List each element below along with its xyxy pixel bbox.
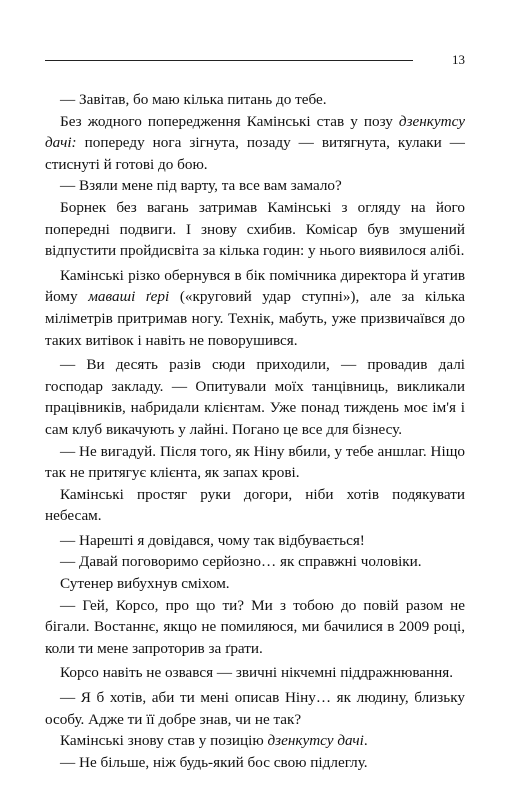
text-run: Камінські різко обернувся в бік помічника директора й угатив йому [45, 266, 465, 306]
paragraph [45, 197, 465, 262]
header-rule [45, 60, 413, 61]
paragraph [45, 441, 465, 484]
paragraph [45, 662, 465, 684]
text-run: — Давай поговоримо серйозно… як справжні чоловіки. [60, 553, 422, 571]
text-run: — Гей, Корсо, про що ти? Ми з тобою до повій разом не бігали. Востаннє, якщо не помиляюся, ми бачилися в 2009 році, коли ти мене запроторив за ґрати. [45, 596, 465, 657]
text-run: Камінські знову став у позицію [60, 732, 268, 750]
text-run: — Ви десять разів сюди приходили, — провадив далі господар закладу. — Опитували моїх танцівниць, викликали працівників, набридали клієнтам. Уже понад тиждень моє ім'я і сам клуб викачують у лайні. Погано це все для бізнесу. [45, 356, 465, 438]
text-run: — Завітав, бо маю кілька питань до тебе. [60, 91, 327, 108]
text-run: — Взяли мене під варту, та все вам замало? [60, 177, 342, 195]
paragraph [45, 687, 465, 730]
paragraph [45, 595, 465, 660]
page-header [45, 53, 465, 67]
paragraph [45, 265, 465, 351]
paragraph [45, 111, 465, 176]
italic-term: дзенкутсу дачі: [45, 112, 465, 152]
text-run: Корсо навіть не озвався — звичні нікчемні піддражнювання. [60, 664, 454, 682]
page-number: 13 [452, 52, 465, 67]
text-run: — Не більше, ніж будь-який бос свою підлеглу. [60, 753, 368, 771]
text-run: Борнек без вагань затримав Камінські з огляду на його попередні подвиги. І знову схибив. Комісар був змушений відпустити пройдисвіта за кілька годин: у нього виявилося алібі. [45, 198, 465, 260]
text-run: Сутенер вибухнув сміхом. [60, 575, 230, 593]
italic-term: дзенкутсу дачі [267, 732, 364, 750]
paragraph [45, 354, 465, 440]
paragraph [45, 484, 465, 527]
paragraph [45, 730, 465, 752]
italic-term: маваші ґері [88, 288, 170, 306]
paragraph [45, 175, 465, 197]
text-run: — Нарешті я довідався, чому так відбувається! [60, 531, 365, 549]
paragraph [45, 551, 465, 573]
text-run: попереду нога зігнута, позаду — витягнута, кулаки — стиснуті й готові до бою. [45, 134, 465, 173]
paragraph [45, 752, 465, 774]
text-run: — Я б хотів, аби ти мені описав Ніну… як людину, близьку особу. Адже ти її добре знав, чи не так? [45, 689, 465, 728]
paragraph [45, 530, 465, 552]
body-text [45, 89, 465, 773]
text-run: — Не вигадуй. Після того, як Ніну вбили, у тебе аншлаг. Ніщо так не притягує клієнта, як запах крові. [45, 442, 465, 482]
paragraph [45, 573, 465, 595]
text-run: Камінські простяг руки догори, ніби хотів подякувати небесам. [45, 485, 465, 525]
paragraph [45, 89, 465, 111]
text-run: («круговий удар ступні»), але за кілька міліметрів притримав ногу. Технік, мабуть, уже призвичаївся до таких витівок і навіть не поворушився. [45, 288, 465, 349]
text-run: . [363, 732, 368, 750]
text-run: Без жодного попередження Камінські став у позу [60, 112, 399, 130]
